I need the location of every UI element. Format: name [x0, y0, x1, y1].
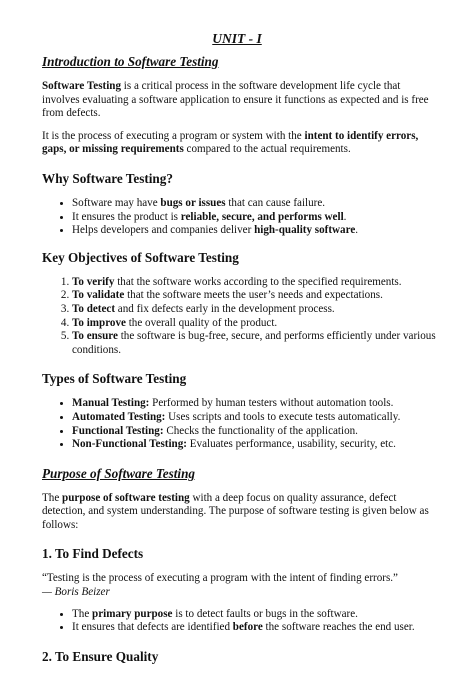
intro-p2-text-b: compared to the actual requirements.: [183, 143, 351, 156]
intro-heading: Introduction to Software Testing: [42, 54, 219, 69]
quote-block: [42, 572, 438, 599]
list-item-bold: before: [232, 621, 263, 634]
list-item-bold: primary purpose: [92, 607, 173, 620]
list-item-bold: To verify: [72, 275, 115, 288]
list-item-bold: To validate: [72, 289, 125, 302]
list-item-bold: Functional Testing:: [72, 424, 164, 437]
list-item-bold: Automated Testing:: [72, 410, 166, 423]
quote-author: — Boris Beizer: [42, 586, 110, 599]
why-list: [42, 197, 438, 238]
list-item: [72, 608, 438, 622]
list-item-text: the software is bug-free, secure, and performs efficiently under various conditions.: [72, 330, 436, 356]
list-item: [72, 224, 438, 238]
list-item-text: Performed by human testers without automation tools.: [149, 397, 394, 410]
list-item-text: the software reaches the end user.: [262, 621, 415, 634]
list-item-bold: Manual Testing:: [72, 397, 150, 410]
purpose-bold: purpose of software testing: [62, 491, 190, 504]
intro-paragraph-1: [42, 80, 438, 121]
ensure-quality-heading: 2. To Ensure Quality: [42, 648, 159, 664]
list-item: [72, 197, 438, 211]
list-item-text: It ensures the product is: [72, 210, 181, 223]
find-defects-list: [42, 608, 438, 635]
purpose-text-b: with a deep focus on quality assurance, defect detection, and system understanding. The purpose of software testing is given below as follows:: [42, 491, 429, 531]
list-item-bold: bugs or issues: [160, 196, 226, 209]
list-item-bold: To ensure: [72, 330, 118, 343]
intro-p2-bold: intent to identify errors, gaps, or missing requirements: [42, 129, 419, 156]
types-list: [42, 397, 438, 451]
purpose-paragraph: [42, 492, 438, 533]
list-item: [72, 411, 438, 425]
list-item-text: that the software works according to the specified requirements.: [114, 275, 402, 288]
list-item: [72, 425, 438, 439]
list-item-text: Uses scripts and tools to execute tests automatically.: [165, 410, 401, 423]
list-item-text: The: [72, 607, 93, 620]
types-heading: Types of Software Testing: [42, 371, 187, 387]
list-item-bold: To detect: [72, 302, 116, 315]
why-heading: Why Software Testing?: [42, 170, 173, 186]
list-item: [72, 330, 438, 357]
list-item-bold: Non-Functional Testing:: [72, 438, 187, 451]
list-item-text: Checks the functionality of the application.: [163, 424, 358, 437]
list-item-text: is to detect faults or bugs in the software.: [172, 607, 358, 620]
list-item: [72, 317, 438, 331]
list-item-text: It ensures that defects are identified: [72, 621, 233, 634]
intro-paragraph-2: [42, 130, 438, 157]
list-item: [72, 289, 438, 303]
unit-title: UNIT - I: [212, 31, 262, 46]
list-item: [72, 397, 438, 411]
objectives-list: [42, 276, 438, 358]
list-item-text: the overall quality of the product.: [125, 316, 278, 329]
list-item: [72, 621, 438, 635]
purpose-text-a: The: [42, 491, 63, 504]
purpose-heading: Purpose of Software Testing: [42, 465, 196, 481]
intro-p2-text-a: It is the process of executing a program or system with the: [42, 129, 305, 142]
list-item-bold: To improve: [72, 316, 126, 329]
list-item-text: Software may have: [72, 196, 161, 209]
list-item-text: that can cause failure.: [225, 196, 326, 209]
list-item-text: Evaluates performance, usability, security, etc.: [186, 438, 396, 451]
objectives-heading: Key Objectives of Software Testing: [42, 249, 239, 265]
list-item-bold: high-quality software: [254, 224, 356, 237]
intro-p1-text: is a critical process in the software development life cycle that involves evaluating a software application to ensure it functions as expected and is free from defects.: [42, 80, 429, 120]
intro-p1-bold: Software Testing: [42, 80, 121, 92]
list-item-text: .: [343, 210, 347, 223]
list-item: [72, 276, 438, 290]
find-defects-heading: 1. To Find Defects: [42, 546, 144, 562]
list-item: [72, 438, 438, 452]
list-item-text: Helps developers and companies deliver: [72, 224, 255, 237]
list-item-text: .: [355, 224, 359, 237]
list-item: [72, 211, 438, 225]
list-item-bold: reliable, secure, and performs well: [180, 210, 344, 223]
list-item-text: and fix defects early in the development process.: [115, 302, 335, 315]
document-content: [42, 54, 438, 675]
quote-text: “Testing is the process of executing a program with the intent of finding errors.”: [42, 572, 398, 585]
list-item-text: that the software meets the user’s needs and expectations.: [124, 289, 383, 302]
list-item: [72, 303, 438, 317]
